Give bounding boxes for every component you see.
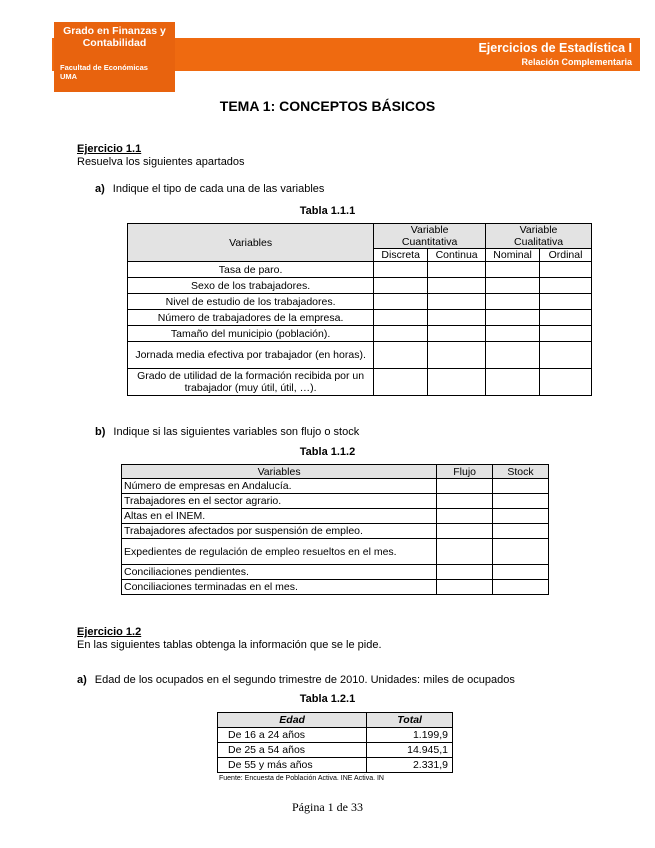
table-row [122,565,549,580]
table-row [128,342,592,369]
table-1-1-1 [127,223,592,396]
item-a-2 [77,674,515,686]
table-row [128,310,592,326]
header-edad: Edad [218,713,367,728]
item-a-text: Indique el tipo de cada una de las variables [112,183,325,195]
table-row [122,580,549,595]
exercise-1-1-intro: Resuelva los siguientes apartados [77,156,245,168]
header-title: Ejercicios de Estadística I [478,41,632,55]
table-row [128,294,592,310]
exercise-1-1-title: Ejercicio 1.1 [77,143,142,155]
table-row [122,539,549,565]
header-continua: Continua [428,249,486,262]
table-1-2-1-caption: Tabla 1.2.1 [299,693,356,705]
table-row [122,479,549,494]
variable-cell: Sexo de los trabajadores. [128,278,374,294]
total-cell: 1.199,9 [367,728,453,743]
edad-cell: De 25 a 54 años [218,743,367,758]
variable-cell: Número de empresas en Andalucía. [122,479,437,494]
exercise-1-2-title: Ejercicio 1.2 [77,626,142,638]
header-org-box [54,22,175,92]
table-1-2-1 [217,712,453,773]
page-title: TEMA 1: CONCEPTOS BÁSICOS [219,98,436,114]
variable-cell: Nivel de estudio de los trabajadores. [128,294,374,310]
variable-cell: Grado de utilidad de la formación recibida por un trabajador (muy útil, útil, …). [128,369,374,396]
table-row [218,758,453,773]
table-row [122,524,549,539]
variable-cell: Trabajadores en el sector agrario. [122,494,437,509]
variable-cell: Trabajadores afectados por suspensión de empleo. [122,524,437,539]
table-row [218,728,453,743]
item-a-2-label: a) [77,674,87,686]
edad-cell: De 16 a 24 años [218,728,367,743]
header-cualitativa: Variable Cualitativa [486,224,592,249]
item-a [95,183,324,195]
total-cell: 2.331,9 [367,758,453,773]
header-subtitle: Relación Complementaria [521,57,632,67]
edad-cell: De 55 y más años [218,758,367,773]
variable-cell: Conciliaciones terminadas en el mes. [122,580,437,595]
exercise-1-2-intro: En las siguientes tablas obtenga la información que se le pide. [77,639,382,651]
header-nominal: Nominal [486,249,540,262]
page-number: Página 1 de 33 [292,800,363,814]
variable-cell: Tamaño del municipio (población). [128,326,374,342]
faculty-line-1: Facultad de Económicas [60,63,148,72]
table-row [122,509,549,524]
table-source-note: Fuente: Encuesta de Población Activa. INE Activa. IN [219,775,384,782]
degree-name: Grado en Finanzas y Contabilidad [63,25,166,49]
total-cell: 14.945,1 [367,743,453,758]
table-row [128,326,592,342]
variable-cell: Jornada media efectiva por trabajador (en horas). [128,342,374,369]
variable-cell: Tasa de paro. [128,262,374,278]
table-row [122,494,549,509]
item-b-text: Indique si las siguientes variables son flujo o stock [113,426,360,438]
variable-cell: Conciliaciones pendientes. [122,565,437,580]
table-row [128,369,592,396]
variable-cell: Expedientes de regulación de empleo resueltos en el mes. [122,539,437,565]
header-flujo: Flujo [437,465,493,479]
header-variables: Variables [128,224,374,262]
item-b-label: b) [95,426,106,438]
variable-cell: Altas en el INEM. [122,509,437,524]
table-row [128,262,592,278]
table-row [128,278,592,294]
table-1-1-2 [121,464,549,595]
item-b [95,426,359,438]
header-total: Total [367,713,453,728]
header-stock: Stock [493,465,549,479]
item-a-2-text: Edad de los ocupados en el segundo trimestre de 2010. Unidades: miles de ocupados [94,674,515,686]
header-variables: Variables [122,465,437,479]
variable-cell: Número de trabajadores de la empresa. [128,310,374,326]
table-1-1-2-caption: Tabla 1.1.2 [299,446,356,458]
table-1-1-1-caption: Tabla 1.1.1 [299,205,356,217]
header-ordinal: Ordinal [540,249,592,262]
header-discreta: Discreta [374,249,428,262]
header-cuantitativa: Variable Cuantitativa [374,224,486,249]
item-a-label: a) [95,183,105,195]
table-row [218,743,453,758]
faculty-name [60,63,148,81]
faculty-line-2: UMA [60,72,78,81]
